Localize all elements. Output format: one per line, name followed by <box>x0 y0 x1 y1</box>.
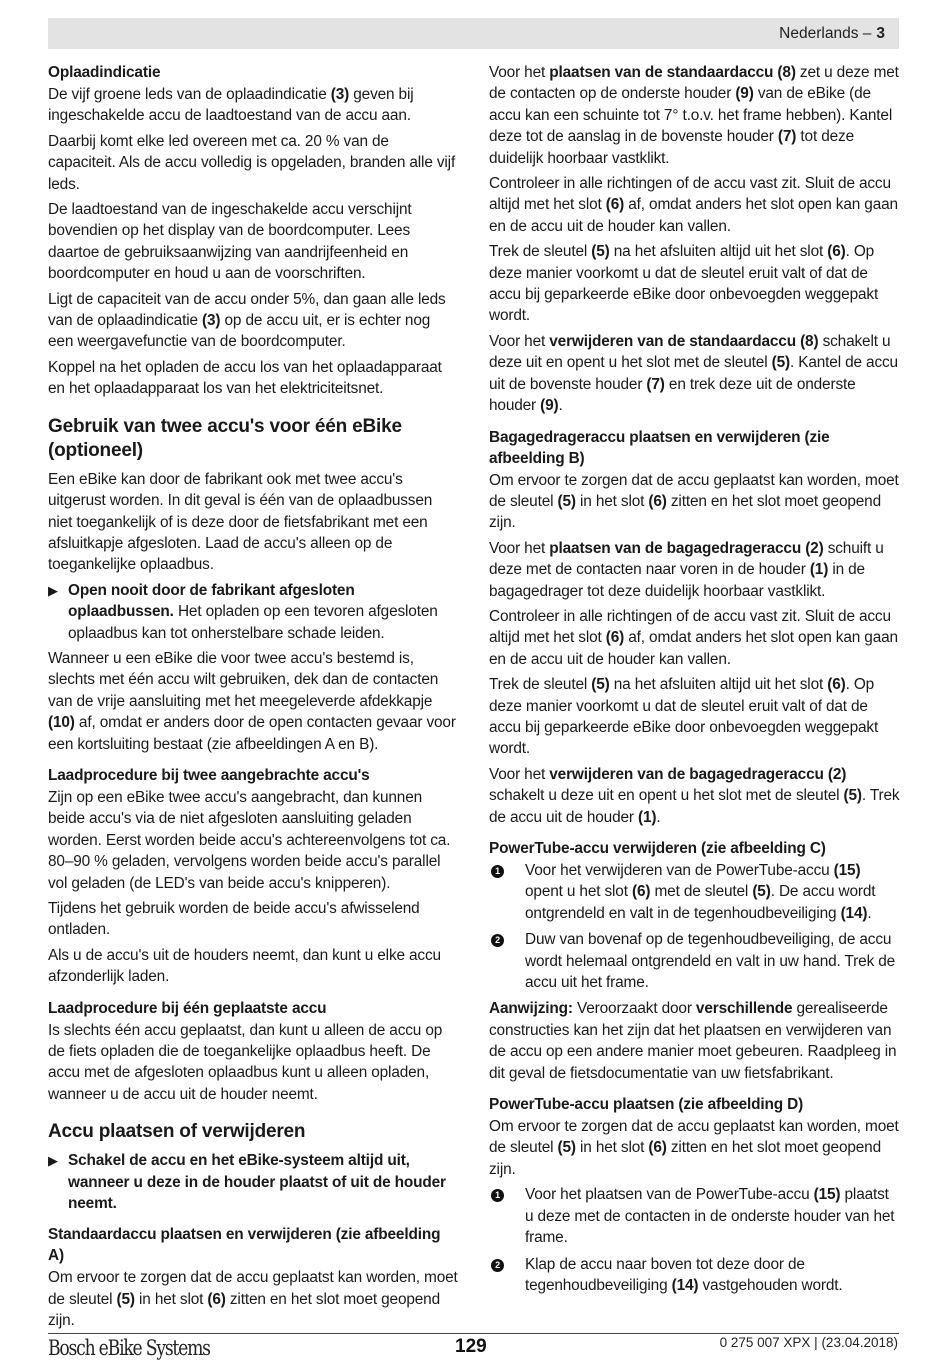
section-heading-bagagedrageraccu: Bagagedrageraccu plaatsen en verwijderen (zie afbeelding B) <box>489 428 830 467</box>
paragraph: Controleer in alle richtingen of de accu vast zit. Sluit de accu altijd met het slot (6) af, omdat anders het slot open kan gaan en de accu uit de houder kan vallen. <box>489 607 898 668</box>
paragraph: Ligt de capaciteit van de accu onder 5%, dan gaan alle leds van de oplaadindicatie (3) op de accu uit, er is echter nog een weergavefunctie van de boordcomputer. <box>48 290 446 351</box>
paragraph: Om ervoor te zorgen dat de accu geplaatst kan worden, moet de sleutel (5) in het slot (6) zitten en het slot moet geopend zijn. <box>48 1269 458 1330</box>
paragraph: De vijf groene leds van de oplaadindicatie (3) geven bij ingeschakelde accu de laadtoestand van de accu aan. <box>48 86 414 125</box>
section-heading-laadprocedure-een: Laadprocedure bij één geplaatste accu <box>48 999 327 1017</box>
numbered-step: 2 Duw van bovenaf op de tegenhoudbeveiliging, de accu wordt helemaal ontgrendeld en valt in uw hand. Trek de accu uit het frame. <box>489 929 901 993</box>
header-language: Nederlands – <box>779 24 872 42</box>
paragraph: Trek de sleutel (5) na het afsluiten altijd uit het slot (6). Op deze manier voorkomt u dat de sleutel eruit valt of dat de accu bij geparkeerde eBike door onbevoegden weggepakt wordt. <box>489 243 879 325</box>
numbered-step: 1 Voor het verwijderen van de PowerTube-accu (15) opent u het slot (6) met de sleutel (5). De accu wordt ontgrendeld en valt in de tegenhoudbeveiliging (14). <box>489 860 901 924</box>
section-heading-laadprocedure-twee: Laadprocedure bij twee aangebrachte accu's <box>48 766 370 784</box>
paragraph: Om ervoor te zorgen dat de accu geplaatst kan worden, moet de sleutel (5) in het slot (6) zitten en het slot moet geopend zijn. <box>489 471 899 532</box>
warning-item: ▶ Schakel de accu en het eBike-systeem altijd uit, wanneer u deze in de houder plaatst of uit de houder neemt. <box>48 1150 458 1214</box>
paragraph: Een eBike kan door de fabrikant ook met twee accu's uitgerust worden. In dit geval is één van de oplaadbussen niet toegankelijk of is deze door de fietsfabrikant met een afsluitkapje afgesloten. Laad de accu's alleen op de toegankelijke oplaadbus. <box>48 470 433 574</box>
paragraph: De laadtoestand van de ingeschakelde accu verschijnt bovendien op het display van de boordcomputer. Lees daartoe de gebruiksaanwijzing van aandrijfeenheid en boordcomputer en houd u aan de voorschriften. <box>48 201 412 283</box>
page-header <box>48 18 899 49</box>
step-number-1-icon: 1 <box>491 865 504 878</box>
paragraph: Tijdens het gebruik worden de beide accu's afwisselend ontladen. <box>48 900 420 939</box>
right-column <box>489 62 901 1301</box>
numbered-step: 2 Klap de accu naar boven tot deze door de tegenhoudbeveiliging (14) vastgehouden wordt. <box>489 1254 901 1297</box>
section-heading-standaardaccu: Standaardaccu plaatsen en verwijderen (zie afbeelding A) <box>48 1226 441 1265</box>
paragraph: Voor het plaatsen van de standaardaccu (8) zet u deze met de contacten op de onderste houder (9) van de eBike (de accu kan een schuinte tot 7° t.o.v. het frame hebben). Kantel deze tot de aanslag in de bovenste houder (7) tot deze duidelijk hoorbaar vastklikt. <box>489 64 899 167</box>
step-number-2-icon: 2 <box>491 934 504 947</box>
paragraph: Koppel na het opladen de accu los van het oplaadapparaat en het oplaadapparaat los van het elektriciteitsnet. <box>48 358 442 398</box>
section-title-twee-accus: Gebruik van twee accu's voor één eBike (optioneel) <box>48 415 402 461</box>
paragraph: Voor het verwijderen van de standaardaccu (8) schakelt u deze uit en opent u het slot met de sleutel (5). Kantel de accu uit de bovenste houder (7) en trek deze uit de onderste houder (9). <box>489 332 898 415</box>
footer-document-code: 0 275 007 XPX | (23.04.2018) <box>719 1335 898 1350</box>
warning-item: ▶ Open nooit door de fabrikant afgesloten oplaadbussen. Het opladen op een tevoren afgesloten oplaadbus kan tot onherstelbare schade leiden. <box>48 580 458 644</box>
paragraph: Voor het plaatsen van de bagagedrageraccu (2) schuift u deze met de contacten naar voren in de houder (1) in de bagagedrager tot deze duidelijk hoorbaar vastklikt. <box>489 539 884 600</box>
header-page-number: 3 <box>876 24 885 42</box>
warning-triangle-icon: ▶ <box>48 582 58 598</box>
paragraph: Daarbij komt elke led overeen met ca. 20 % van de capaciteit. Als de accu volledig is opgeladen, branden alle vijf leds. <box>48 132 456 193</box>
left-column <box>48 62 458 1336</box>
footer-page-number: 129 <box>455 1336 487 1357</box>
paragraph: Om ervoor te zorgen dat de accu geplaatst kan worden, moet de sleutel (5) in het slot (6) zitten en het slot moet geopend zijn. <box>489 1118 899 1178</box>
section-heading-powertube-verwijderen: PowerTube-accu verwijderen (zie afbeelding C) <box>489 840 826 857</box>
section-heading-oplaadindicatie: Oplaadindicatie <box>48 64 161 81</box>
warning-triangle-icon: ▶ <box>48 1153 58 1169</box>
footer-divider <box>48 1333 899 1334</box>
paragraph: Voor het verwijderen van de bagagedrageraccu (2) schakelt u deze uit en opent u het slot met de sleutel (5). Trek de accu uit de houder (1). <box>489 765 900 826</box>
paragraph: Is slechts één accu geplaatst, dan kunt u alleen de accu op de fiets opladen die de toegankelijke oplaadbus heeft. De accu met de afgesloten oplaadbus kunt u alleen opladen, wanneer u de accu uit de houder neemt. <box>48 1021 443 1103</box>
paragraph: Controleer in alle richtingen of de accu vast zit. Sluit de accu altijd met het slot (6) af, omdat anders het slot open kan gaan en de accu uit de houder kan vallen. <box>489 175 898 235</box>
section-heading-powertube-plaatsen: PowerTube-accu plaatsen (zie afbeelding D) <box>489 1096 804 1114</box>
section-title-accu-plaatsen: Accu plaatsen of verwijderen <box>48 1121 306 1143</box>
paragraph: Trek de sleutel (5) na het afsluiten altijd uit het slot (6). Op deze manier voorkomt u dat de sleutel eruit valt of dat de accu bij geparkeerde eBike door onbevoegden weggepakt wordt. <box>489 676 879 758</box>
step-number-2-icon: 2 <box>491 1259 504 1272</box>
paragraph: Wanneer u een eBike die voor twee accu's bestemd is, slechts met één accu wilt gebruiken, dek dan de contacten van de vrije aansluiting met het meegeleverde afdekkapje (10) af, omdat er anders door de open contacten gevaar voor een kortsluiting bestaat (zie afbeeldingen A en B). <box>48 649 456 753</box>
footer-brand-logo: Bosch eBike Systems <box>48 1336 210 1360</box>
numbered-step: 1 Voor het plaatsen van de PowerTube-accu (15) plaatst u deze met de contacten in de onderste houder van het frame. <box>489 1184 901 1248</box>
note-paragraph: Aanwijzing: Veroorzaakt door verschillende gerealiseerde constructies kan het zijn dat het plaatsen en verwijderen van de accu op een andere manier moet gebeuren. Raadpleeg in dit geval de fietsdocumentatie van uw fietsfabrikant. <box>489 1000 897 1082</box>
paragraph: Als u de accu's uit de houders neemt, dan kunt u elke accu afzonderlijk laden. <box>48 946 441 986</box>
step-number-1-icon: 1 <box>491 1189 504 1202</box>
paragraph: Zijn op een eBike twee accu's aangebracht, dan kunnen beide accu's via de niet afgesloten aansluiting geladen worden. Eerst worden beide accu's achtereenvolgens tot ca. 80–90 % geladen, vervolgens worden beide accu's parallel vol geladen (de LED's van beide accu's knipperen). <box>48 788 451 892</box>
